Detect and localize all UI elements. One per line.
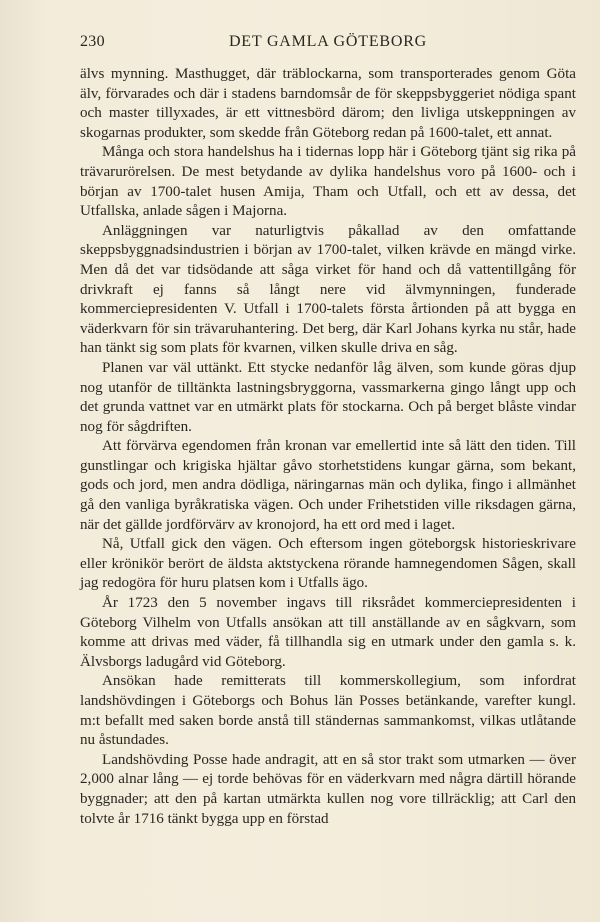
page-number: 230 xyxy=(80,33,105,50)
paragraph: Planen var väl uttänkt. Ett stycke nedanför låg älven, som kunde göras djup nog utanför de tilltänkta lastningsbryggorna, vassmarkerna gingo långt upp och det grunda vattnet var en utmärkt plats för stockarna. Och på berget blåste vindar nog för sågdriften. xyxy=(80,359,576,435)
paragraph: År 1723 den 5 november ingavs till riksrådet kommerciepresidenten i Göteborg Vilhelm von Utfalls ansökan att till anställande av en sågkvarn, som komme att drivas med väder, få tillhandla sig en utmark under den gamla s. k. Älvsborgs ladugård vid Göteborg. xyxy=(80,595,576,670)
paragraph: Ansökan hade remitterats till kommerskollegium, som infordrat landshövdingen i Göteborgs och Bohus län Posses betänkande, varefter kungl. m:t befallt med saken borde anstå till ständernas sammankomst, vilkas utlåtande nu åstundades. xyxy=(80,673,576,749)
running-title: DET GAMLA GÖTEBORG xyxy=(228,33,428,50)
paragraph: Landshövding Posse hade andragit, att en så stor trakt som utmarken — över 2,000 alnar lång — ej torde behövas för en väderkvarn med några därtill hörande byggnader; att den på kartan utmärkta kullen nog vore tillräcklig; att Carl den tolvte år 1716 tänkt bygga upp en förstad xyxy=(80,751,576,827)
paragraph: Många och stora handelshus ha i tidernas lopp här i Göteborg tjänt sig rika på trävarurörelsen. De mest betydande av dylika handelshus voro på 1600- och i början av 1700-talet husen Amija, Tham och Utfall, och ett av dessa, det Utfallska, anlade sågen i Majorna. xyxy=(80,144,576,220)
page-header xyxy=(80,33,576,55)
body-text xyxy=(80,65,576,829)
paragraph: Att förvärva egendomen från kronan var emellertid inte så lätt den tiden. Till gunstlingar och krigiska hjältar gåvo storhetstidens kungar gärna, som bekant, gods och jord, men andra dödliga, näringarnas män och dylika, fingo i allmänhet gå den vanliga byråkratiska vägen. Och under Frihetstiden ville riksdagen gärna, när det gällde jordförvärv av kronojord, ha ett ord med i laget. xyxy=(80,438,576,533)
paragraph: Nå, Utfall gick den vägen. Och eftersom ingen göteborgsk historieskrivare eller krönikör berört de äldsta aktstyckena rörande hamnegendomen Sågen, skall jag redogöra för huru platsen kom i Utfalls ägo. xyxy=(80,536,576,592)
paragraph: Anläggningen var naturligtvis påkallad av den omfattande skeppsbyggnadsindustrien i början av 1700-talet, vilken krävde en mängd virke. Men då det var tidsödande att såga virket för hand och då vattentillgång för drivkraft ej fanns så långt nere vid älvmynningen, funderade kommerciepresidenten V. Utfall i 1700-talets första årtionden på att bygga en väderkvarn för sin trävaruhantering. Det berg, där Karl Johans kyrka nu står, hade han tänkt sig som plats för kvarnen, vilken skulle driva en såg. xyxy=(80,222,576,357)
paragraph: älvs mynning. Masthugget, där träblockarna, som transporterades genom Göta älv, förvarades och där i stadens barndomsår de för skeppsbyggeriet nödiga spant och master tillyxades, är ett vittnesbörd därom; den livliga utskeppningen av skogarnas produkter, som skedde från Göteborg redan på 1600-talet, ett annat. xyxy=(80,66,576,141)
